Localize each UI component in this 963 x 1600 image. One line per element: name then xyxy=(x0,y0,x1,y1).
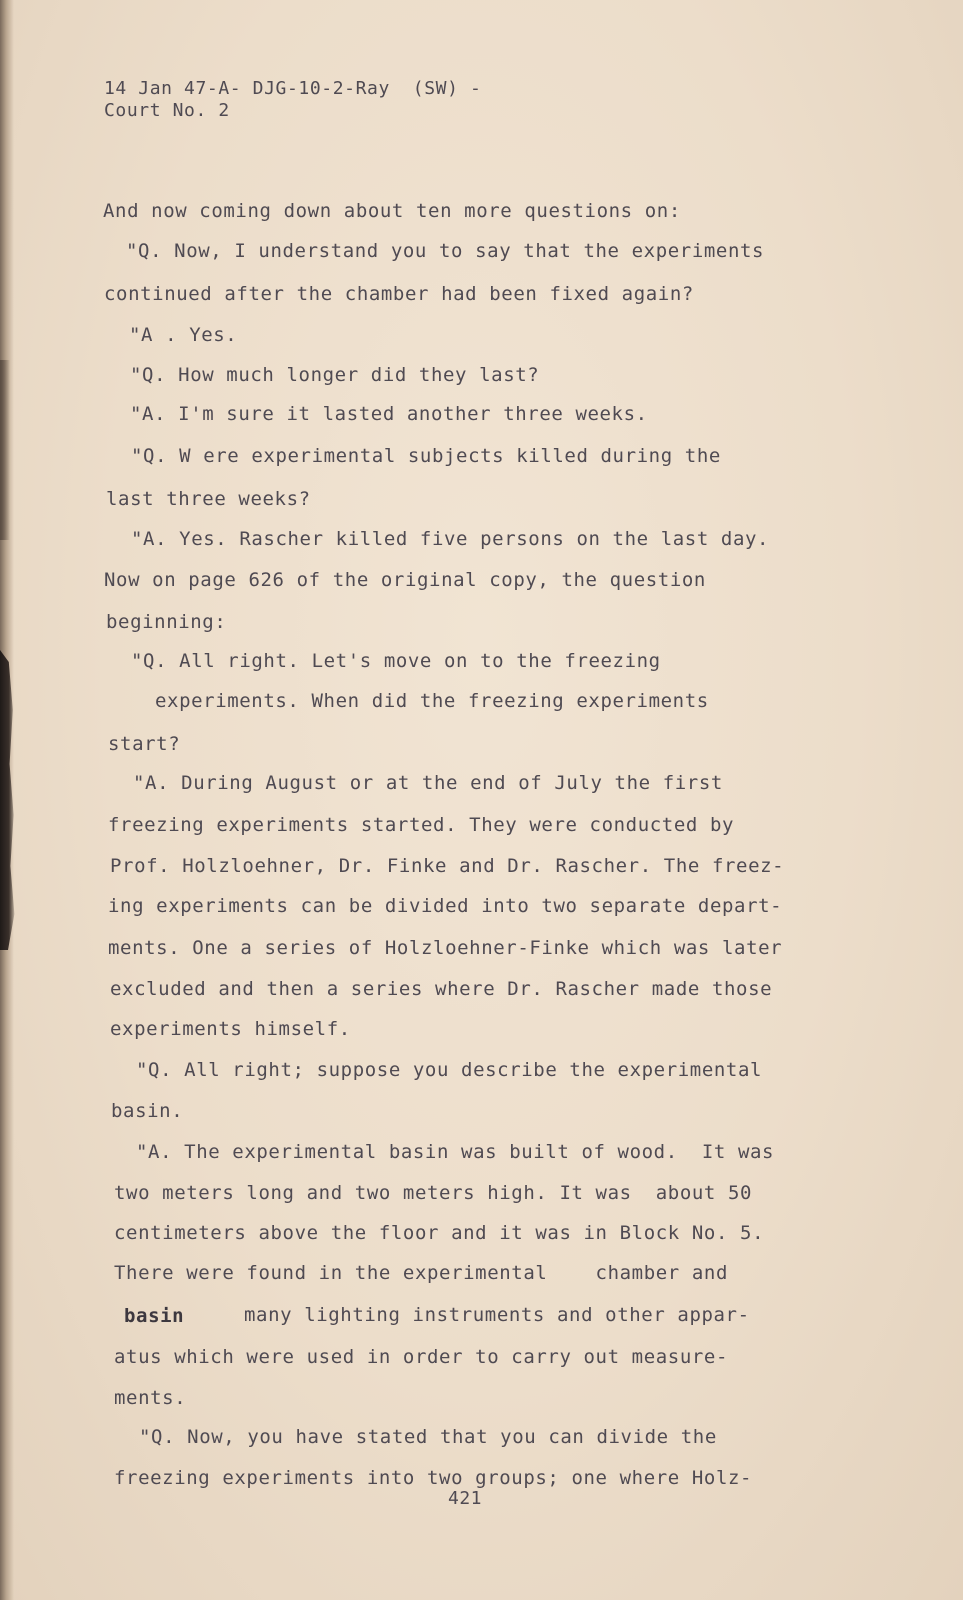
text-line: ments. xyxy=(114,1387,187,1409)
text-line: last three weeks? xyxy=(106,488,311,510)
text-line: Now on page 626 of the original copy, the question xyxy=(104,569,706,591)
text-line: basin. xyxy=(111,1100,184,1122)
text-line: start? xyxy=(108,733,181,755)
page-number: 421 xyxy=(448,1488,483,1509)
handwritten-insert: basin xyxy=(124,1305,185,1327)
text-line: "A. Yes. Rascher killed five persons on the last day. xyxy=(131,528,770,550)
text-line: continued after the chamber had been fixed again? xyxy=(104,283,694,305)
text-line: "A. During August or at the end of July the first xyxy=(133,772,723,794)
text-line: "Q. Now, I understand you to say that the experiments xyxy=(126,240,765,262)
text-line: freezing experiments started. They were conducted by xyxy=(108,814,735,836)
text-line: "Q. Now, you have stated that you can divide the xyxy=(139,1426,717,1448)
text-line: beginning: xyxy=(106,611,227,633)
text-line: Prof. Holzloehner, Dr. Finke and Dr. Rascher. The freez- xyxy=(110,855,785,877)
text-line: atus which were used in order to carry out measure- xyxy=(114,1346,728,1368)
text-line: "Q. W ere experimental subjects killed during the xyxy=(131,445,721,467)
text-line: "A . Yes. xyxy=(129,324,238,346)
text-line: experiments. When did the freezing experiments xyxy=(155,690,709,712)
text-line: experiments himself. xyxy=(110,1018,351,1040)
text-line: "Q. How much longer did they last? xyxy=(130,364,540,386)
text-line: "A. I'm sure it lasted another three weeks. xyxy=(130,403,648,425)
text-line: ments. One a series of Holzloehner-Finke which was later xyxy=(108,937,783,959)
text-line: excluded and then a series where Dr. Rascher made those xyxy=(110,978,773,1000)
text-line: "Q. All right. Let's move on to the freezing xyxy=(131,650,661,672)
text-line: ing experiments can be divided into two separate depart- xyxy=(108,895,783,917)
header-reference: 14 Jan 47-A- DJG-10-2-Ray (SW) - xyxy=(104,78,482,99)
text-line: There were found in the experimental chamber and xyxy=(114,1262,728,1284)
paper-stain xyxy=(0,360,10,540)
text-line: "Q. All right; suppose you describe the experimental xyxy=(136,1059,763,1081)
text-line: And now coming down about ten more questions on: xyxy=(103,200,681,222)
text-line: two meters long and two meters high. It was about 50 xyxy=(114,1182,753,1204)
text-line: many lighting instruments and other appar- xyxy=(244,1304,750,1326)
text-line: "A. The experimental basin was built of wood. It was xyxy=(136,1141,775,1163)
text-line: freezing experiments into two groups; one where Holz- xyxy=(114,1467,753,1489)
header-court: Court No. 2 xyxy=(104,100,230,121)
text-line: centimeters above the floor and it was in Block No. 5. xyxy=(114,1222,765,1244)
